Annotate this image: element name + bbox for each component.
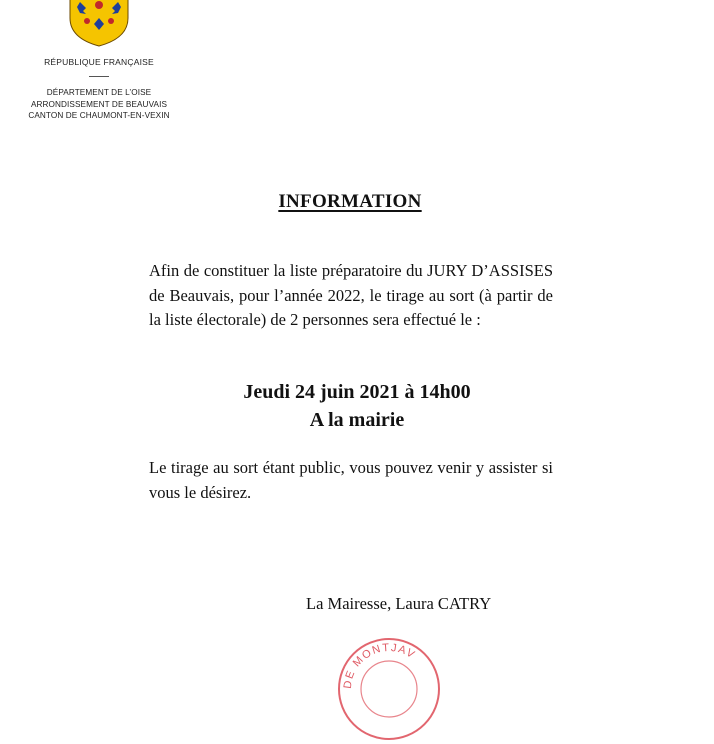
event-date: Jeudi 24 juin 2021 à 14h00 [243, 381, 471, 403]
document-title [0, 191, 700, 213]
coat-of-arms-icon [68, 0, 130, 46]
mairie-stamp-icon [334, 634, 444, 744]
intro-paragraph: Afin de constituer la liste préparatoire du JURY D’ASSISES de Beauvais, pour l’année 2022, le tirage au sort (à partir de la liste électorale) de 2 personnes sera effectué le : [149, 261, 553, 329]
public-notice-paragraph: Le tirage au sort étant public, vous pouvez venir y assister si vous le désirez. [149, 458, 553, 502]
department-label: DÉPARTEMENT DE L’OISE [46, 88, 152, 97]
header-divider [89, 76, 109, 77]
republic-label: RÉPUBLIQUE FRANÇAISE [44, 57, 154, 67]
canton-label: CANTON DE CHAUMONT-EN-VEXIN [28, 111, 170, 120]
arrondissement-label: ARRONDISSEMENT DE BEAUVAIS [30, 99, 168, 109]
document-title-text: INFORMATION [278, 191, 422, 212]
mayor-signature: La Mairesse, Laura CATRY [306, 594, 492, 613]
event-place: A la mairie [309, 409, 405, 431]
stamp-text: DE MONTJAV [341, 641, 418, 690]
administrative-header [8, 87, 190, 122]
svg-text:DE MONTJAV [342, 642, 418, 690]
